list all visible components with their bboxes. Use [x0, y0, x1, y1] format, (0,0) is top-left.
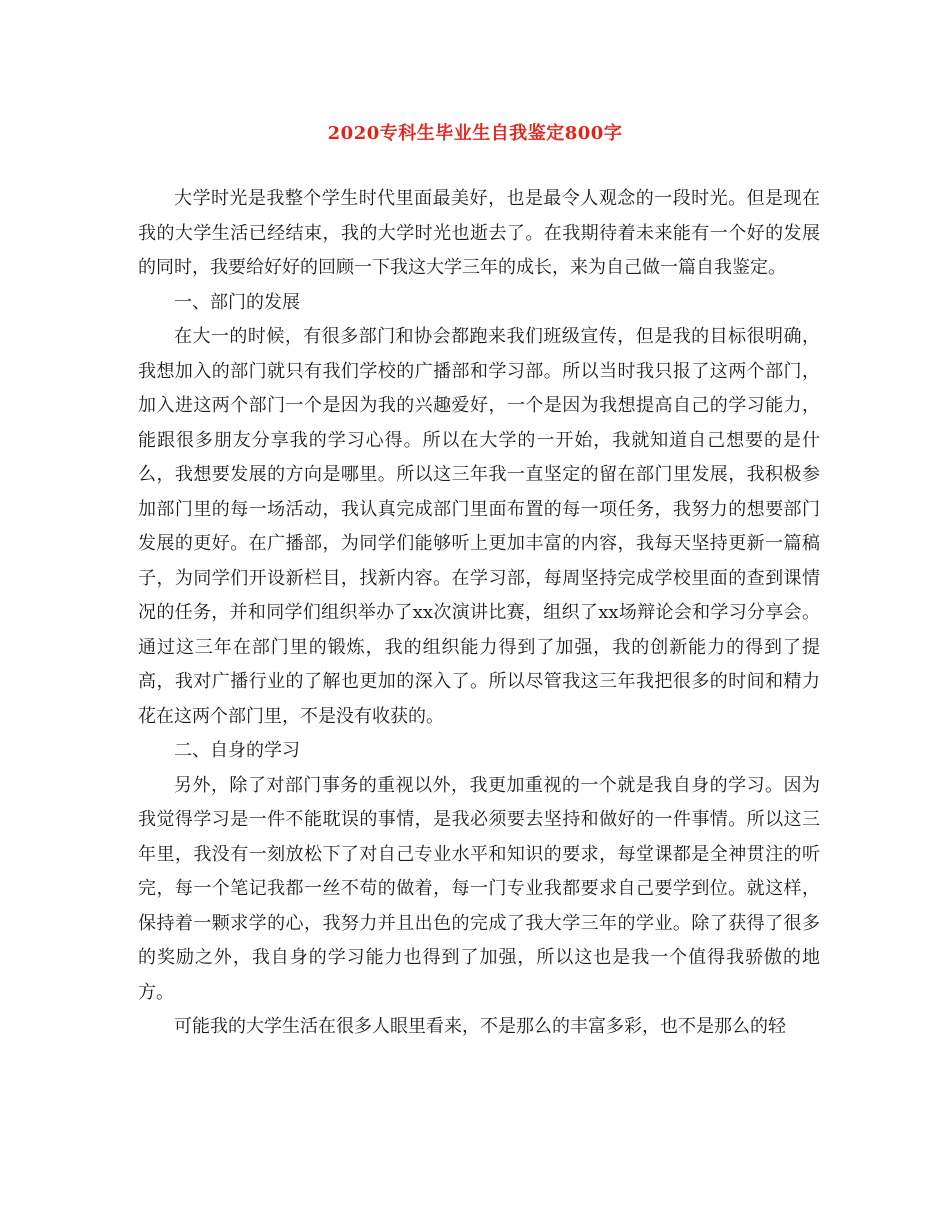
- paragraph-study: 另外，除了对部门事务的重视以外，我更加重视的一个就是我自身的学习。因为我觉得学习是一件不能耽误的事情，是我必须要去坚持和做好的一件事情。所以这三年里，我没有一刻放松下了对自己专业水平和知识的要求，每堂课都是全神贯注的听完，每一个笔记我都一丝不苟的做着，每一门专业我都要求自己要学到位。就这样，保持着一颗求学的心，我努力并且出色的完成了我大学三年的学业。除了获得了很多的奖励之外，我自身的学习能力也得到了加强，所以这也是我一个值得我骄傲的地方。: [138, 774, 820, 1003]
- section-heading-2: 二、自身的学习: [174, 740, 300, 761]
- document-body: [138, 182, 820, 1045]
- paragraph-intro: 大学时光是我整个学生时代里面最美好，也是最令人观念的一段时光。但是现在我的大学生活已经结束，我的大学时光也逝去了。在我期待着未来能有一个好的发展的同时，我要给好好的回顾一下我这大学三年的成长，来为自己做一篇自我鉴定。: [138, 188, 820, 278]
- paragraph-closing: 可能我的大学生活在很多人眼里看来，不是那么的丰富多彩，也不是那么的轻: [174, 1016, 786, 1037]
- section-heading-1: 一、部门的发展: [174, 291, 300, 313]
- document-title: 2020专科生毕业生自我鉴定800字: [327, 123, 623, 144]
- paragraph-department: 在大一的时候，有很多部门和协会都跑来我们班级宣传，但是我的目标很明确，我想加入的部门就只有我们学校的广播部和学习部。所以当时我只报了这两个部门，加入进这两个部门一个是因为我的兴趣爱好，一个是因为我想提高自己的学习能力，能跟很多朋友分享我的学习心得。所以在大学的一开始，我就知道自己想要的是什么，我想要发展的方向是哪里。所以这三年我一直坚定的留在部门里发展，我积极参加部门里的每一场活动，我认真完成部门里面布置的每一项任务，我努力的想要部门发展的更好。在广播部，为同学们能够听上更加丰富的内容，我每天坚持更新一篇稿子，为同学们开设新栏目，找新内容。在学习部，每周坚持完成学校里面的查到课情况的任务，并和同学们组织举办了xx次演讲比赛，组织了xx场辩论会和学习分享会。通过这三年在部门里的锻炼，我的组织能力得到了加强，我的创新能力的得到了提高，我对广播行业的了解也更加的深入了。所以尽管我这三年我把很多的时间和精力花在这两个部门里，不是没有收获的。: [138, 326, 820, 727]
